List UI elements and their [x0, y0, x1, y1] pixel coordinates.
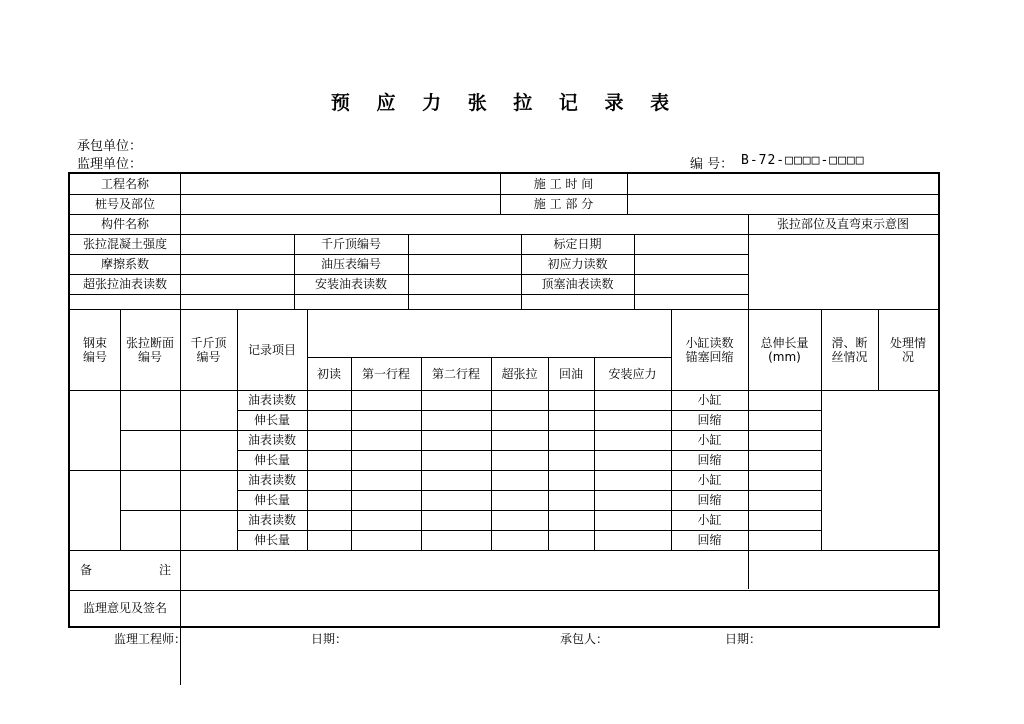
jack-no-label: 千斤顶编号	[320, 237, 381, 251]
station-part-label: 桩号及部位	[94, 197, 155, 211]
cyl-item: 回缩	[697, 493, 722, 507]
col-total-elong: 总伸长量(mm)	[760, 335, 809, 364]
col-return-oil: 回油	[558, 366, 583, 381]
construction-part-label: 施 工 部 分	[533, 197, 594, 211]
col-install-stress: 安装应力	[608, 366, 657, 381]
supervisor-label: 监理单位：	[77, 157, 143, 172]
cyl-item: 小缸	[697, 473, 722, 487]
footer-date-2: 日期：	[725, 632, 762, 646]
install-reading-label: 安装油表读数	[314, 277, 387, 291]
col-over-tension: 超张拉	[501, 366, 538, 381]
diagram-label: 张拉部位及直弯束示意图	[776, 217, 909, 231]
cyl-item: 回缩	[697, 533, 722, 547]
col-initial: 初读	[316, 366, 341, 381]
number-label: 编 号：	[690, 157, 734, 172]
cyl-item: 回缩	[697, 413, 722, 427]
col-section-no: 张拉断面编号	[126, 335, 175, 364]
concrete-strength-label: 张拉混凝土强度	[82, 237, 167, 251]
record-table	[68, 172, 940, 628]
opinion-label: 监理意见及签名	[82, 601, 167, 615]
col-slip: 滑、断丝情况	[831, 335, 868, 364]
construction-time-label: 施 工 时 间	[533, 177, 594, 191]
footer-contractor: 承包人：	[560, 632, 609, 646]
remarks-label: 备	[80, 563, 93, 577]
member-name-label: 构件名称	[100, 217, 149, 231]
friction-label: 摩擦系数	[100, 257, 149, 271]
cyl-item: 小缸	[697, 513, 722, 527]
col-handling: 处理情况	[889, 335, 926, 364]
col-stroke1: 第一行程	[361, 366, 410, 381]
calib-date-label: 标定日期	[553, 237, 602, 251]
gauge-no-label: 油压表编号	[320, 257, 381, 271]
over-tension-reading-label: 超张拉油表读数	[82, 277, 167, 291]
record-item: 伸长量	[253, 413, 290, 427]
cyl-item: 小缸	[697, 433, 722, 447]
col-record-item: 记录项目	[247, 342, 296, 357]
page-title: 预 应 力 张 拉 记 录 表	[330, 92, 680, 114]
init-stress-label: 初应力读数	[547, 257, 608, 271]
record-item: 伸长量	[253, 453, 290, 467]
col-jack-no: 千斤顶编号	[190, 335, 227, 364]
footer-engineer: 监理工程师：	[114, 632, 187, 646]
record-item: 油表读数	[247, 513, 296, 527]
cyl-item: 小缸	[697, 393, 722, 407]
footer-date-1: 日期：	[311, 632, 348, 646]
col-stroke2: 第二行程	[431, 366, 480, 381]
contractor-label: 承包单位：	[77, 139, 143, 154]
col-small-cyl: 小缸读数锚塞回缩	[685, 335, 734, 364]
record-item: 油表读数	[247, 433, 296, 447]
project-name-label: 工程名称	[100, 177, 149, 191]
number-value: B-72-□□□□-□□□□	[741, 153, 865, 168]
col-strand-no: 钢束编号	[82, 335, 107, 364]
cyl-item: 回缩	[697, 453, 722, 467]
record-item: 伸长量	[253, 493, 290, 507]
record-item: 油表读数	[247, 473, 296, 487]
plug-reading-label: 顶塞油表读数	[541, 277, 614, 291]
record-item: 油表读数	[247, 393, 296, 407]
remarks-label-2: 注	[158, 563, 171, 577]
record-item: 伸长量	[253, 533, 290, 547]
